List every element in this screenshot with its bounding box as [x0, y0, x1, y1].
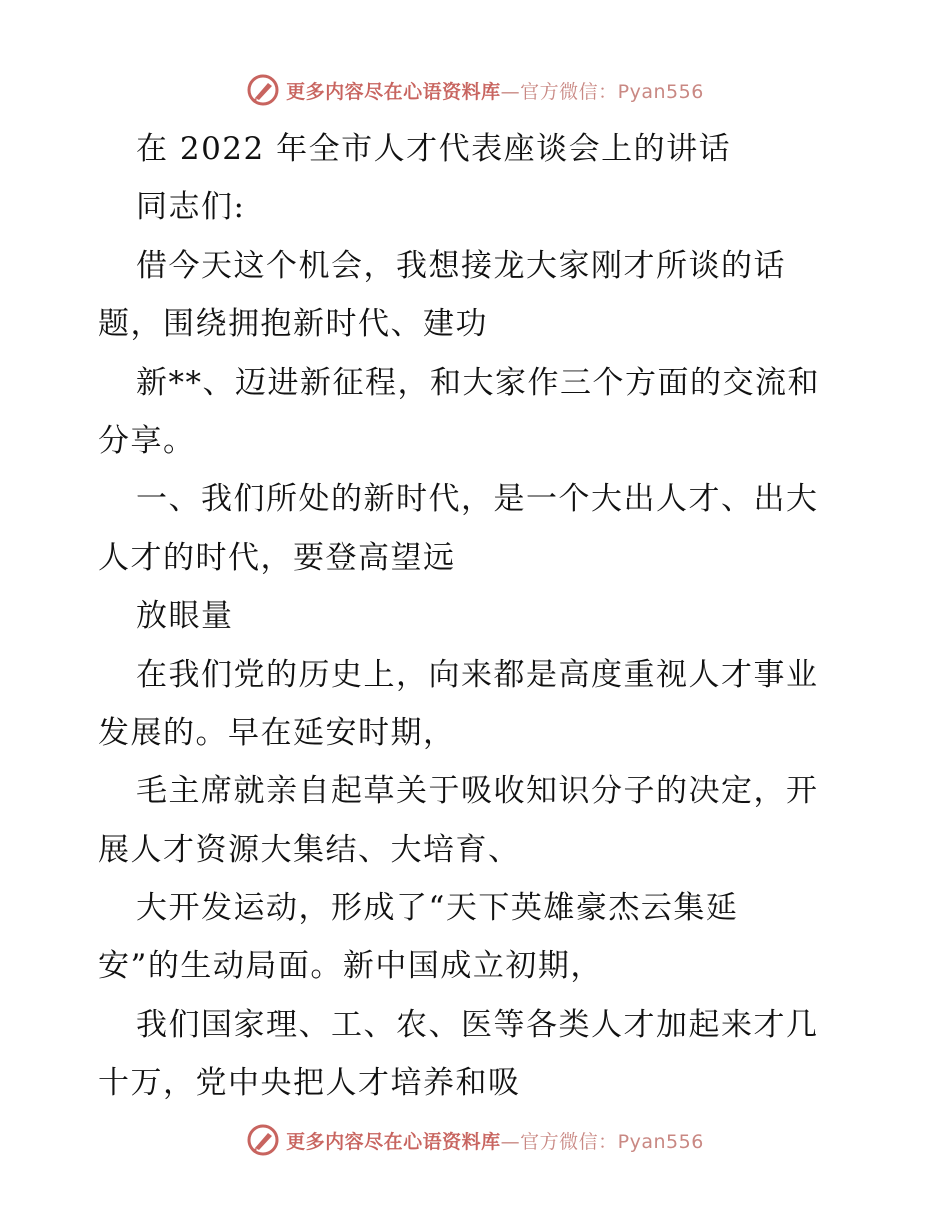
section-heading: 放眼量	[136, 598, 234, 635]
text-line: 展人才资源大集结、大培育、	[98, 831, 521, 868]
pen-logo-icon	[246, 1123, 280, 1157]
text-line: 新**、迈进新征程，和大家作三个方面的交流和	[136, 364, 820, 401]
section-heading: 人才的时代，要登高望远	[98, 539, 456, 576]
text-line: 毛主席就亲自起草关于吸收知识分子的决定，开	[136, 773, 819, 810]
watermark-text	[286, 77, 704, 104]
text-line: 题，围绕拥抱新时代、建功	[98, 306, 488, 343]
watermark-rest: —官方微信：Pyan556	[500, 1130, 704, 1153]
pen-logo-icon	[246, 73, 280, 107]
text-line: 十万，党中央把人才培养和吸	[98, 1065, 521, 1102]
text-line: 发展的。早在延安时期，	[98, 714, 456, 751]
text-line: 借今天这个机会，我想接龙大家刚才所谈的话	[136, 247, 786, 284]
text-line: 我们国家理、工、农、医等各类人才加起来才几	[136, 1006, 819, 1043]
salutation: 同志们:	[136, 189, 246, 226]
watermark-text	[286, 1127, 704, 1154]
watermark-bold: 更多内容尽在心语资料库	[286, 1130, 501, 1153]
footer-watermark	[0, 1120, 950, 1160]
text-line: 安”的生动局面。新中国成立初期，	[98, 948, 603, 985]
text-line: 在我们党的历史上，向来都是高度重视人才事业	[136, 656, 819, 693]
text-line: 大开发运动，形成了“天下英雄豪杰云集延	[136, 890, 739, 927]
watermark-rest: —官方微信：Pyan556	[500, 80, 704, 103]
document-body	[98, 120, 858, 1113]
document-title: 在 2022 年全市人才代表座谈会上的讲话	[136, 131, 732, 167]
text-line: 分享。	[98, 422, 196, 459]
header-watermark	[0, 70, 950, 110]
section-heading: 一、我们所处的新时代，是一个大出人才、出大	[136, 481, 819, 518]
watermark-bold: 更多内容尽在心语资料库	[286, 80, 501, 103]
